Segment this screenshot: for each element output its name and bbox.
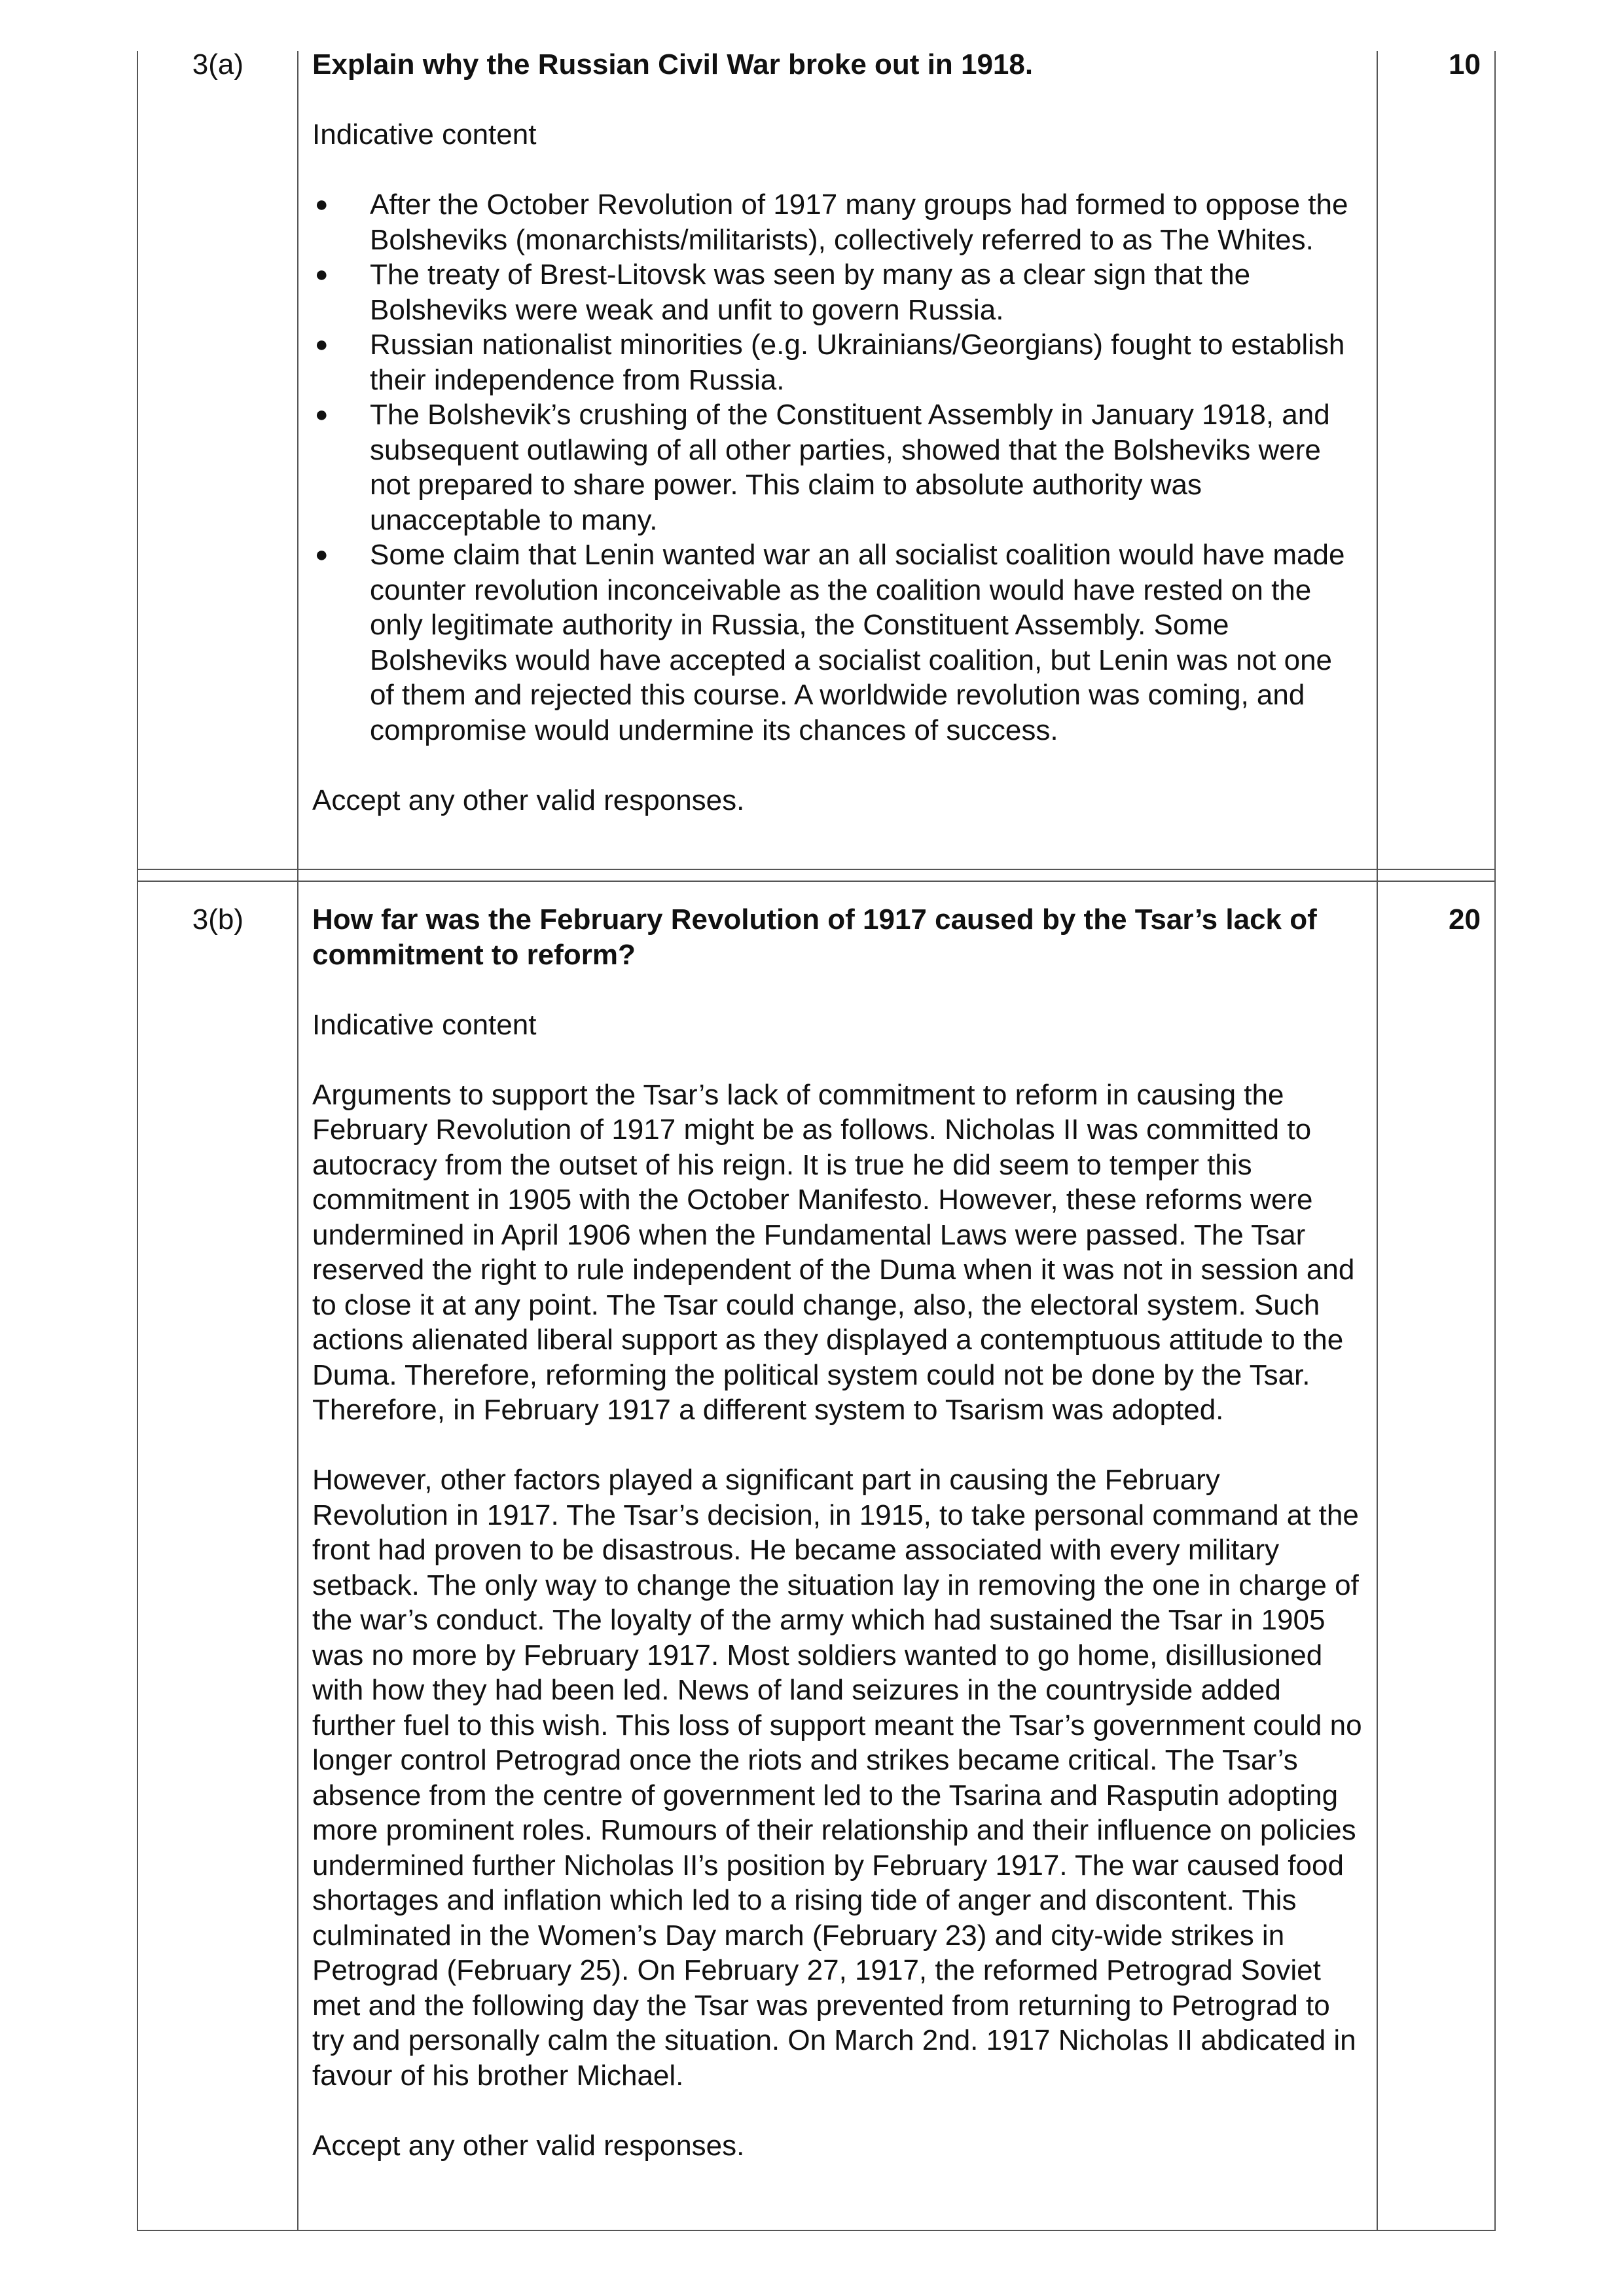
bullet-icon: ● — [315, 192, 329, 217]
answer-cell-3a — [312, 47, 1360, 818]
argument-paragraph-other-factors: However, other factors played a significant part in causing the February Revolution in 1917. The Tsar’s decision, in 1915, to take personal command at the front had proven to be disastrous. He became associated with every military setback. The only way to change the situation lay in removing the one in charge of the war’s conduct. The loyalty of the army which had sustained the Tsar in 1905 was no more by February 1917. Most soldiers wanted to go home, disillusioned with how they had been led. News of land seizures in the countryside added further fuel to this wish. This loss of support meant the Tsar’s government could no longer control Petrograd once the riots and strikes became critical. The Tsar’s absence from the centre of government led to the Tsarina and Rasputin adopting more prominent roles. Rumours of their relationship and their influence on policies undermined further Nicholas II’s position by February 1917. The war caused food shortages and inflation which led to a rising tide of anger and discontent. This culminated in the Women’s Day march (February 23) and city-wide strikes in Petrograd (February 25). On February 27, 1917, the reformed Petrograd Soviet met and the following day the Tsar was prevented from returning to Petrograd to try and personally calm the situation. On March 2nd. 1917 Nicholas II abdicated in favour of his brother Michael. — [312, 1464, 1362, 2092]
argument-paragraph-support: Arguments to support the Tsar’s lack of commitment to reform in causing the February Revolution of 1917 might be as follows. Nicholas II was committed to autocracy from the outset of his reign. It is true he did seem to temper this commitment in 1905 with the October Manifesto. However, these reforms were undermined in April 1906 when the Fundamental Laws were passed. The Tsar reserved the right to rule independent of the Duma when it was not in session and to close it at any point. The Tsar could change, also, the electoral system. Such actions alienated liberal support as they displayed a contemptuous attitude to the Duma. Therefore, reforming the political system could not be done by the Tsar. Therefore, in February 1917 a different system to Tsarism was adopted. — [312, 1078, 1355, 1426]
table-right-border — [1494, 51, 1496, 2231]
row-separator-top — [137, 869, 1496, 870]
question-number-3b: 3(b) — [192, 903, 244, 936]
question-text-3a: Explain why the Russian Civil War broke out in 1918. — [312, 48, 1034, 81]
question-text-3b: How far was the February Revolution of 1917 caused by the Tsar’s lack of commitment to reform? — [312, 903, 1317, 971]
list-item: ● The Bolshevik’s crushing of the Constituent Assembly in January 1918, and subsequent outlawing of all other parties, showed that the Bolsheviks were not prepared to share power. This claim to absolute authority was unacceptable to many. — [315, 399, 1330, 536]
column-divider-2 — [1377, 51, 1378, 2231]
list-item: ● Some claim that Lenin wanted war an all socialist coalition would have made counter revolution inconceivable as the coalition would have rested on the only legitimate authority in Russia, the Constituent Assembly. Some Bolsheviks would have accepted a socialist coalition, but Lenin was not one of them and rejected this course. A worldwide revolution was coming, and compromise would undermine its chances of success. — [315, 539, 1345, 746]
list-item: ● Russian nationalist minorities (e.g. Ukrainians/Georgians) fought to establish their independence from Russia. — [315, 329, 1345, 396]
list-item: ● After the October Revolution of 1917 many groups had formed to oppose the Bolsheviks (monarchists/militarists), collectively referred to as The Whites. — [315, 189, 1348, 256]
indicative-content-heading-3a: Indicative content — [312, 118, 537, 151]
row-separator-bottom — [137, 881, 1496, 882]
marks-3a: 10 — [1449, 48, 1481, 81]
accept-note-3b: Accept any other valid responses. — [312, 2129, 745, 2162]
bullet-icon: ● — [315, 402, 329, 427]
answer-cell-3b — [312, 902, 1363, 2163]
column-divider-1 — [297, 51, 298, 2231]
table-left-border — [137, 51, 138, 2231]
marks-3b: 20 — [1449, 903, 1481, 936]
list-item: ● The treaty of Brest-Litovsk was seen by many as a clear sign that the Bolsheviks were weak and unfit to govern Russia. — [315, 259, 1251, 326]
table-bottom-border — [137, 2230, 1496, 2231]
bullet-icon: ● — [315, 262, 329, 287]
bullet-icon: ● — [315, 542, 329, 567]
question-number-3a: 3(a) — [192, 48, 244, 81]
indicative-bullets-3a — [312, 187, 1360, 748]
bullet-icon: ● — [315, 332, 329, 357]
accept-note-3a: Accept any other valid responses. — [312, 784, 745, 816]
indicative-content-heading-3b: Indicative content — [312, 1008, 537, 1041]
